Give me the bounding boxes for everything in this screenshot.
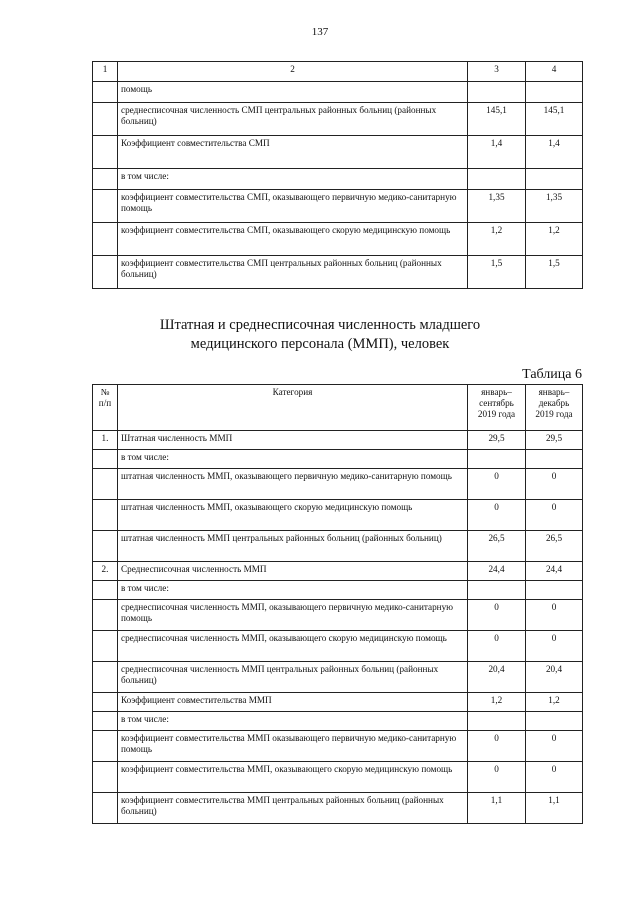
header-category: Категория: [118, 385, 468, 431]
table-row: [93, 531, 583, 562]
row-number-cell: [93, 631, 118, 662]
table-row: [93, 500, 583, 531]
header-cell-3: 3: [468, 62, 526, 82]
category-cell: Среднесписочная численность ММП: [118, 562, 468, 581]
value-cell: 1,4: [526, 136, 583, 169]
value-cell: 0: [526, 600, 583, 631]
table-header-row: [93, 385, 583, 431]
table-row: [93, 169, 583, 190]
category-cell: Коэффициент совместительства СМП: [118, 136, 468, 169]
value-cell: 24,4: [468, 562, 526, 581]
value-cell: [468, 450, 526, 469]
category-cell: коэффициент совместительства СМП, оказывающего скорую медицинскую помощь: [118, 223, 468, 256]
section-heading: [0, 316, 640, 355]
value-cell: [468, 82, 526, 103]
page-number: 137: [311, 26, 329, 38]
category-cell: коэффициент совместительства ММП, оказывающего скорую медицинскую помощь: [118, 762, 468, 793]
table-row: [93, 731, 583, 762]
value-cell: 1,1: [526, 793, 583, 824]
row-number-cell: 2.: [93, 562, 118, 581]
value-cell: 1,35: [526, 190, 583, 223]
value-cell: 1,1: [468, 793, 526, 824]
category-cell: в том числе:: [118, 169, 468, 190]
value-cell: [468, 581, 526, 600]
value-cell: 0: [526, 731, 583, 762]
row-number-cell: [93, 712, 118, 731]
row-number-cell: [93, 103, 118, 136]
row-number-cell: [93, 693, 118, 712]
table-row: [93, 562, 583, 581]
header-number: № п/п: [93, 385, 118, 431]
value-cell: 1,2: [468, 693, 526, 712]
table-row: [93, 662, 583, 693]
category-cell: штатная численность ММП центральных районных больниц (районных больниц): [118, 531, 468, 562]
category-cell: штатная численность ММП, оказывающего первичную медико-санитарную помощь: [118, 469, 468, 500]
row-number-cell: [93, 469, 118, 500]
value-cell: 26,5: [526, 531, 583, 562]
value-cell: [526, 581, 583, 600]
category-cell: в том числе:: [118, 581, 468, 600]
table-row: [93, 223, 583, 256]
table-row: [93, 581, 583, 600]
value-cell: 1,5: [468, 256, 526, 289]
value-cell: [526, 450, 583, 469]
table-label: Таблица 6: [522, 367, 582, 382]
row-number-cell: [93, 223, 118, 256]
row-number-cell: [93, 500, 118, 531]
value-cell: 0: [468, 600, 526, 631]
row-number-cell: [93, 762, 118, 793]
category-cell: среднесписочная численность ММП, оказывающего скорую медицинскую помощь: [118, 631, 468, 662]
row-number-cell: 1.: [93, 431, 118, 450]
category-cell: коэффициент совместительства СМП центральных районных больниц (районных больниц): [118, 256, 468, 289]
value-cell: 0: [526, 762, 583, 793]
heading-line-2: медицинского персонала (ММП), человек: [190, 336, 450, 353]
value-cell: 0: [468, 762, 526, 793]
category-cell: штатная численность ММП, оказывающего скорую медицинскую помощь: [118, 500, 468, 531]
value-cell: 0: [526, 500, 583, 531]
row-number-cell: [93, 600, 118, 631]
table-row: [93, 136, 583, 169]
value-cell: 29,5: [526, 431, 583, 450]
category-cell: в том числе:: [118, 712, 468, 731]
row-number-cell: [93, 82, 118, 103]
row-number-cell: [93, 169, 118, 190]
category-cell: среднесписочная численность ММП центральных районных больниц (районных больниц): [118, 662, 468, 693]
value-cell: 1,5: [526, 256, 583, 289]
value-cell: 0: [468, 631, 526, 662]
header-period-sep: январь–сентябрь 2019 года: [468, 385, 526, 431]
category-cell: коэффициент совместительства СМП, оказывающего первичную медико-санитарную помощь: [118, 190, 468, 223]
value-cell: 1,2: [526, 223, 583, 256]
value-cell: 20,4: [526, 662, 583, 693]
table-row: [93, 103, 583, 136]
category-cell: коэффициент совместительства ММП центральных районных больниц (районных больниц): [118, 793, 468, 824]
table-row: [93, 469, 583, 500]
value-cell: [526, 82, 583, 103]
value-cell: 1,2: [526, 693, 583, 712]
category-cell: в том числе:: [118, 450, 468, 469]
category-cell: Коэффициент совместительства ММП: [118, 693, 468, 712]
category-cell: помощь: [118, 82, 468, 103]
row-number-cell: [93, 531, 118, 562]
category-cell: Штатная численность ММП: [118, 431, 468, 450]
value-cell: [526, 169, 583, 190]
table-row: [93, 450, 583, 469]
header-cell-2: 2: [118, 62, 468, 82]
staffing-table-continued: [92, 61, 583, 289]
row-number-cell: [93, 581, 118, 600]
value-cell: 20,4: [468, 662, 526, 693]
value-cell: 0: [526, 469, 583, 500]
row-number-cell: [93, 731, 118, 762]
header-cell-4: 4: [526, 62, 583, 82]
table-row: [93, 431, 583, 450]
header-cell-1: 1: [93, 62, 118, 82]
value-cell: 0: [468, 469, 526, 500]
value-cell: 145,1: [468, 103, 526, 136]
value-cell: [468, 169, 526, 190]
table-row: [93, 712, 583, 731]
row-number-cell: [93, 793, 118, 824]
value-cell: 0: [468, 731, 526, 762]
row-number-cell: [93, 190, 118, 223]
value-cell: 1,2: [468, 223, 526, 256]
row-number-cell: [93, 136, 118, 169]
junior-staff-table: [92, 384, 583, 824]
row-number-cell: [93, 662, 118, 693]
row-number-cell: [93, 450, 118, 469]
category-cell: коэффициент совместительства ММП оказывающего первичную медико-санитарную помощь: [118, 731, 468, 762]
table-row: [93, 793, 583, 824]
value-cell: 0: [526, 631, 583, 662]
table-row: [93, 190, 583, 223]
value-cell: 1,35: [468, 190, 526, 223]
table-row: [93, 631, 583, 662]
heading-line-1: Штатная и среднесписочная численность младшего: [159, 317, 481, 333]
row-number-cell: [93, 256, 118, 289]
value-cell: 24,4: [526, 562, 583, 581]
value-cell: [468, 712, 526, 731]
value-cell: 0: [468, 500, 526, 531]
category-cell: среднесписочная численность ММП, оказывающего первичную медико-санитарную помощь: [118, 600, 468, 631]
header-period-dec: январь–декабрь 2019 года: [526, 385, 583, 431]
value-cell: 26,5: [468, 531, 526, 562]
value-cell: [526, 712, 583, 731]
table-row: [93, 693, 583, 712]
category-cell: среднесписочная численность СМП центральных районных больниц (районных больниц): [118, 103, 468, 136]
value-cell: 145,1: [526, 103, 583, 136]
value-cell: 29,5: [468, 431, 526, 450]
table-row: [93, 762, 583, 793]
table-header-row: [93, 62, 583, 82]
table-row: [93, 82, 583, 103]
table-row: [93, 600, 583, 631]
value-cell: 1,4: [468, 136, 526, 169]
table-row: [93, 256, 583, 289]
